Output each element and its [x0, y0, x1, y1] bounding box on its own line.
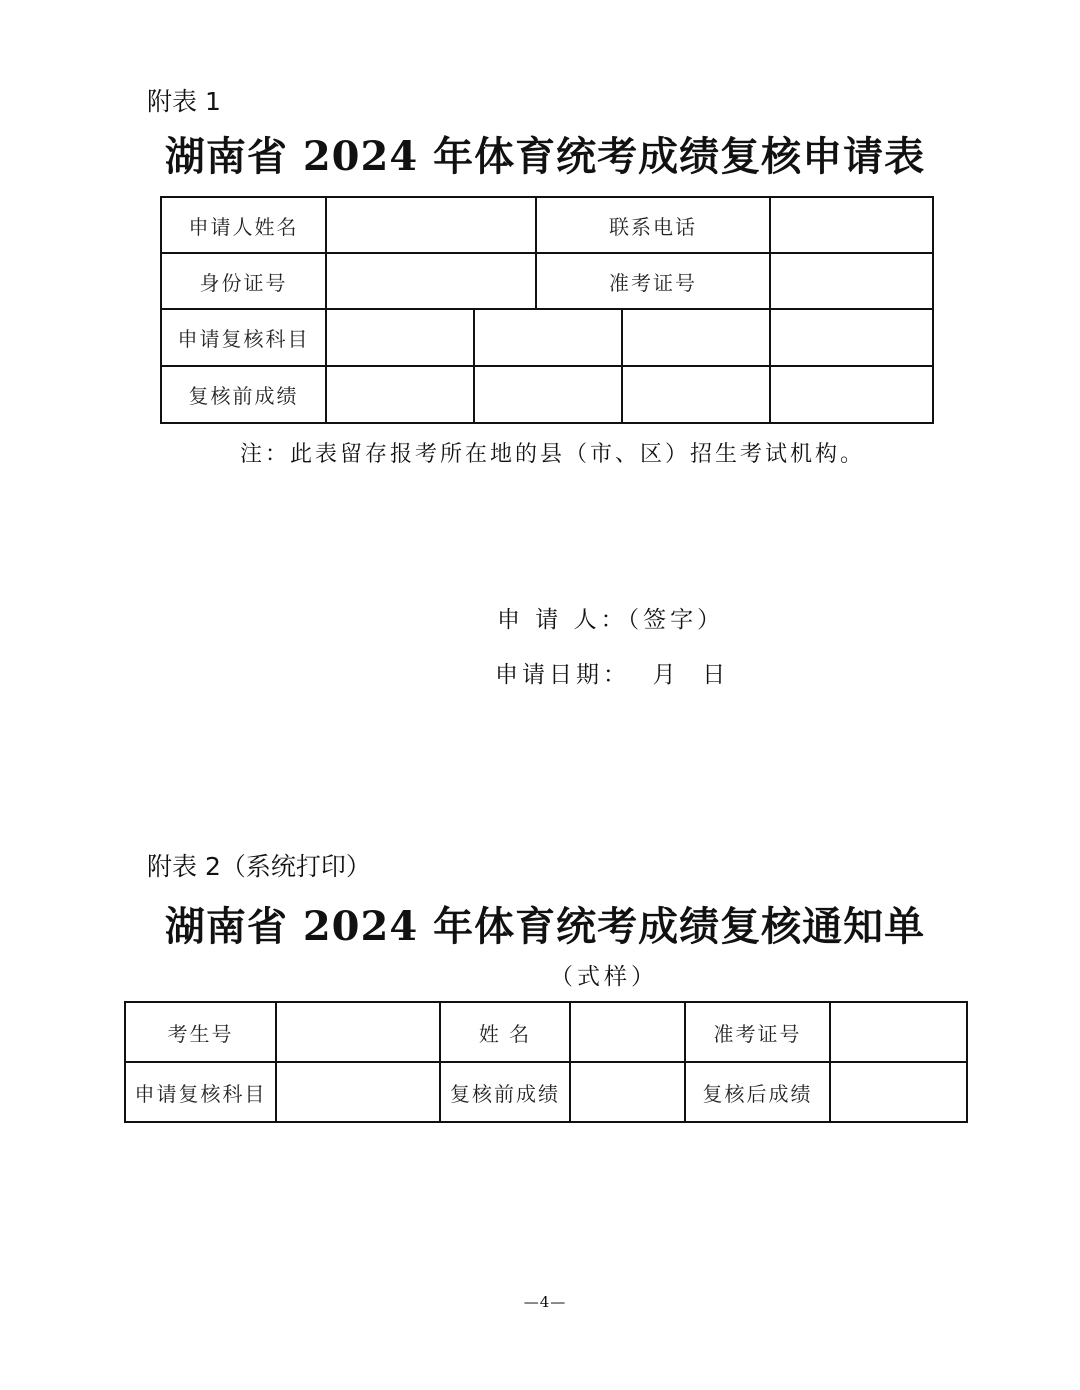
form1-title: 湖南省 2024 年体育统考成绩复核申请表	[164, 133, 926, 180]
id-number-field[interactable]	[326, 253, 536, 309]
review-subject-field-3[interactable]	[622, 309, 770, 366]
exam-number-field[interactable]	[276, 1002, 440, 1062]
pre-review-score-field-1[interactable]	[326, 366, 474, 423]
review-subject-field-2[interactable]	[474, 309, 622, 366]
pre-review-score-label: 复核前成绩	[440, 1062, 570, 1122]
table-row	[161, 197, 933, 253]
name-field[interactable]	[570, 1002, 685, 1062]
name-label: 姓 名	[440, 1002, 570, 1062]
table-row	[125, 1002, 967, 1062]
ticket-number-label: 准考证号	[685, 1002, 830, 1062]
table-row	[161, 309, 933, 366]
phone-label: 联系电话	[536, 197, 770, 253]
attachment-1-label: 附表 1	[147, 87, 221, 116]
review-subject-field-1[interactable]	[326, 309, 474, 366]
review-subject-field[interactable]	[276, 1062, 440, 1122]
page-number: —4—	[523, 1293, 567, 1311]
notice-form-table	[124, 1001, 968, 1123]
pre-review-score-field-4[interactable]	[770, 366, 933, 423]
ticket-number-field[interactable]	[770, 253, 933, 309]
table-row	[125, 1062, 967, 1122]
pre-review-score-field[interactable]	[570, 1062, 685, 1122]
exam-number-label: 考生号	[125, 1002, 276, 1062]
application-form-table	[160, 196, 934, 424]
application-date-line: 申请日期： 月 日	[495, 662, 730, 688]
form1-note: 注：此表留存报考所在地的县（市、区）招生考试机构。	[240, 442, 866, 467]
form2-title: 湖南省 2024 年体育统考成绩复核通知单	[164, 903, 926, 950]
attachment-2-label: 附表 2（系统打印）	[147, 852, 371, 881]
phone-field[interactable]	[770, 197, 933, 253]
table-row	[161, 253, 933, 309]
form2-subtitle: （式样）	[550, 964, 658, 990]
ticket-number-field[interactable]	[830, 1002, 967, 1062]
applicant-name-field[interactable]	[326, 197, 536, 253]
ticket-number-label: 准考证号	[536, 253, 770, 309]
review-subject-label: 申请复核科目	[125, 1062, 276, 1122]
table-row	[161, 366, 933, 423]
post-review-score-field[interactable]	[830, 1062, 967, 1122]
review-subject-label: 申请复核科目	[161, 309, 326, 366]
review-subject-field-4[interactable]	[770, 309, 933, 366]
pre-review-score-field-2[interactable]	[474, 366, 622, 423]
post-review-score-label: 复核后成绩	[685, 1062, 830, 1122]
applicant-name-label: 申请人姓名	[161, 197, 326, 253]
applicant-signature-line: 申 请 人：（签字）	[497, 607, 725, 633]
pre-review-score-field-3[interactable]	[622, 366, 770, 423]
id-number-label: 身份证号	[161, 253, 326, 309]
pre-review-score-label: 复核前成绩	[161, 366, 326, 423]
